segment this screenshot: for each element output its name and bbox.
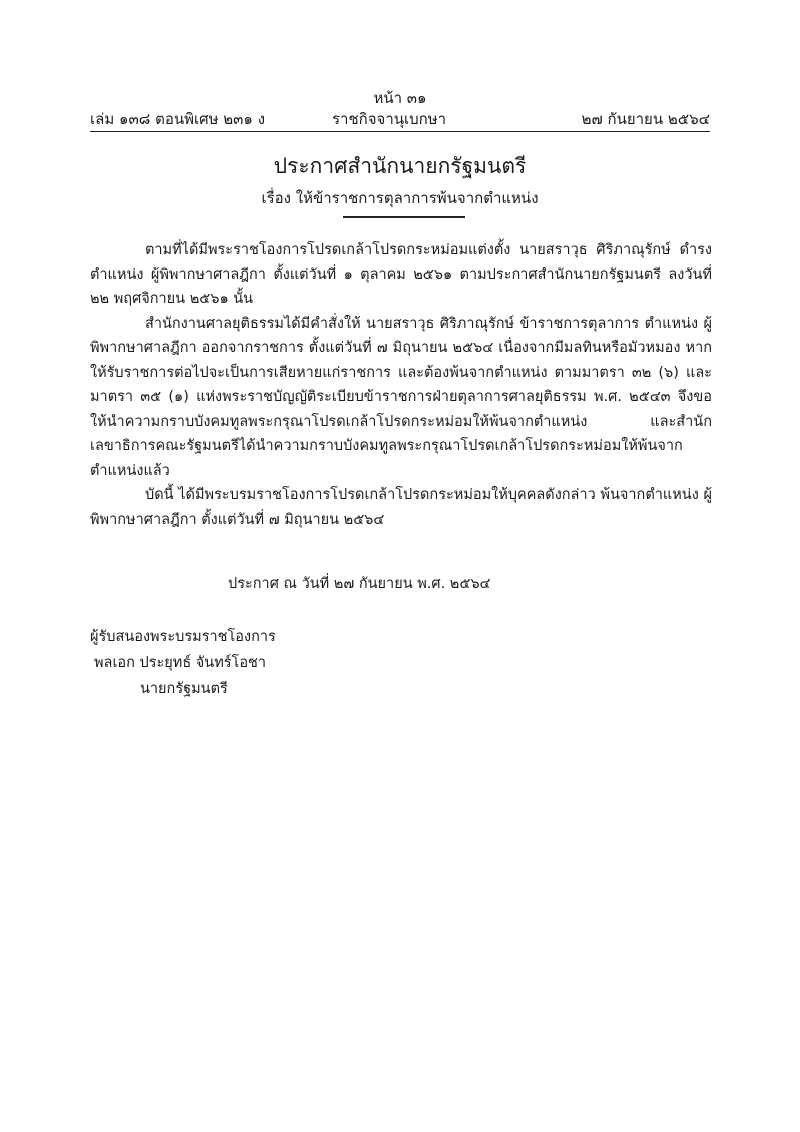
signing-date: ประกาศ ณ วันที่ ๒๗ กันยายน พ.ศ. ๒๕๖๔	[228, 576, 491, 592]
page-number: หน้า ๓๑	[373, 89, 427, 107]
countersign-block	[90, 624, 276, 702]
body-paragraph-1: ตามที่ได้มีพระราชโองการโปรดเกล้าโปรดกระหม่อมแต่งตั้ง นายสราวุธ ศิริภาณุรักษ์ ดำรงตำแหน่ง ผู้พิพากษาศาลฎีกา ตั้งแต่วันที่ ๑ ตุลาคม ๒๕๖๑ ตามประกาศสำนักนายกรัฐมนตรี ลงวันที่ ๒๒ พฤศจิกายน ๒๕๖๑ นั้น	[90, 242, 712, 307]
announcement-body	[90, 238, 712, 532]
countersign-position: นายกรัฐมนตรี	[140, 681, 228, 697]
announcement-subject: เรื่อง ให้ข้าราชการตุลาการพ้นจากตำแหน่ง	[261, 189, 539, 207]
gazette-name: ราชกิจจานุเบกษา	[332, 110, 447, 128]
header-divider	[90, 131, 710, 132]
gazette-volume: เล่ม ๑๓๘ ตอนพิเศษ ๒๓๑ ง	[90, 110, 266, 128]
gazette-date: ๒๗ กันยายน ๒๕๖๔	[581, 110, 710, 128]
running-header	[90, 107, 710, 129]
title-underline	[343, 216, 465, 218]
body-paragraph-3: บัดนี้ ได้มีพระบรมราชโองการโปรดเกล้าโปรดกระหม่อมให้บุคคลดังกล่าว พ้นจากตำแหน่ง ผู้พิพากษาศาลฎีกา ตั้งแต่วันที่ ๗ มิถุนายน ๒๕๖๔	[90, 487, 712, 528]
countersign-role: ผู้รับสนองพระบรมราชโองการ	[90, 629, 276, 645]
body-paragraph-2: สำนักงานศาลยุติธรรมได้มีคำสั่งให้ นายสราวุธ ศิริภาณุรักษ์ ข้าราชการตุลาการ ตำแหน่ง ผู้พิพากษาศาลฎีกา ออกจากราชการ ตั้งแต่วันที่ ๗ มิถุนายน ๒๕๖๔ เนื่องจากมีมลทินหรือมัวหมอง หากให้รับราชการต่อไปจะเป็นการเสียหายแก่ราชการ และต้องพ้นจากตำแหน่ง ตามมาตรา ๓๒ (๖) และมาตรา ๓๕ (๑) แห่งพระราชบัญญัติระเบียบข้าราชการฝ่ายตุลาการศาลยุติธรรม พ.ศ. ๒๕๔๓ จึงขอให้นำความกราบบังคมทูลพระกรุณาโปรดเกล้าโปรดกระหม่อมให้พ้นจากตำแหน่ง และสำนัก เลขาธิการคณะรัฐมนตรีได้นำความกราบบังคมทูลพระกรุณาโปรดเกล้าโปรดกระหม่อมให้พ้นจาก ตำแหน่งแล้ว	[90, 315, 712, 479]
announcement-title: ประกาศสำนักนายกรัฐมนตรี	[273, 154, 527, 178]
countersign-name: พลเอก ประยุทธ์ จันทร์โอชา	[94, 655, 267, 671]
